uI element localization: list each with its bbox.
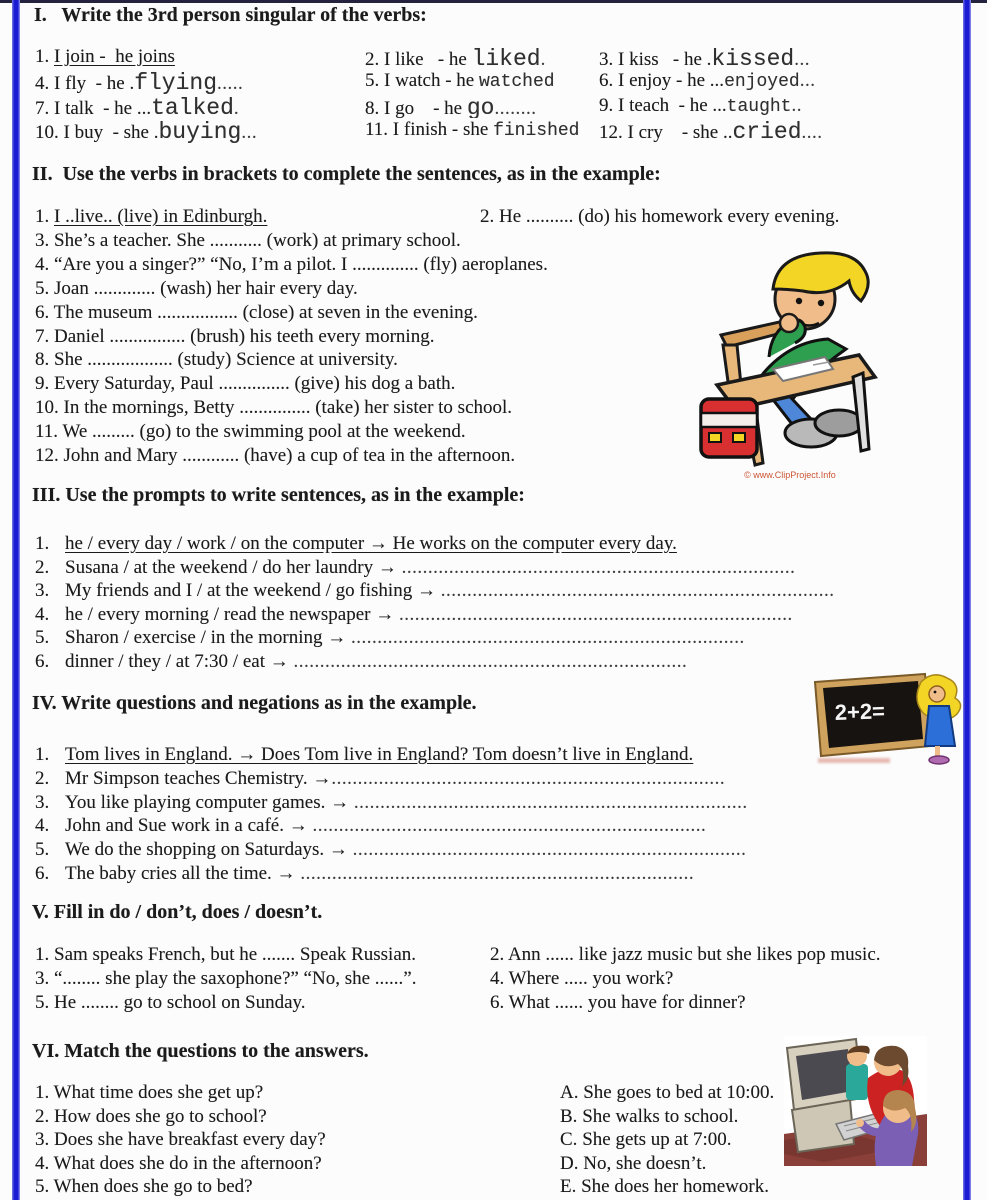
text-run: I cry - she .. xyxy=(627,122,733,143)
worksheet-line xyxy=(35,1129,560,1153)
worksheet-line xyxy=(35,744,883,768)
item-number: 6. xyxy=(35,862,54,884)
dotted-blank: . xyxy=(540,49,546,70)
section-6-title: VI. Match the questions to the answers. xyxy=(32,1040,369,1062)
worksheet-line xyxy=(35,302,735,326)
page-border-right xyxy=(963,0,971,1200)
text-run: We do the shopping on Saturdays. → xyxy=(65,839,353,861)
item-number: 4. xyxy=(35,253,54,275)
item-number: 1. xyxy=(35,744,54,765)
filled-answer: flying xyxy=(134,70,218,94)
filled-answer: liked xyxy=(471,46,541,70)
text-run: Joan ............. (wash) her hair every day. xyxy=(54,277,358,299)
item-number: 3. xyxy=(35,791,54,813)
item-number: 3. xyxy=(35,580,54,601)
item-number: 9. xyxy=(599,94,618,116)
text-run: I watch - he xyxy=(384,70,479,92)
item-number: 3. xyxy=(599,49,618,70)
item-number: 3. xyxy=(35,230,54,251)
filled-answer: enjoyed xyxy=(724,72,800,93)
worksheet-line xyxy=(490,968,957,992)
clipart-credit-caption: © www.ClipProject.Info xyxy=(744,470,836,480)
worksheet-line xyxy=(480,206,957,230)
item-number: 11. xyxy=(35,421,63,443)
section-4-items xyxy=(35,744,883,887)
example-answer: Tom lives in England. → Does Tom live in England? Tom doesn’t live in England. xyxy=(65,744,694,765)
dotted-blank: ........................................................................... xyxy=(351,627,745,648)
worksheet-line xyxy=(35,1153,560,1177)
worksheet-line xyxy=(35,627,883,651)
filled-answer: go xyxy=(466,94,495,119)
worksheet-line xyxy=(35,421,735,445)
dotted-blank: .... xyxy=(801,122,823,143)
worksheet-line xyxy=(35,1106,560,1130)
item-number: 8. xyxy=(35,349,54,371)
item-number: 1. xyxy=(35,944,54,965)
text-run: Does she have breakfast every day? xyxy=(54,1129,326,1150)
text-run: What time does she get up? xyxy=(53,1082,264,1103)
text-run: John and Sue work in a café. → xyxy=(65,815,313,837)
text-run: Mr Simpson teaches Chemistry. → xyxy=(65,767,332,789)
dotted-blank: ... xyxy=(799,70,816,92)
item-number: 6. xyxy=(35,650,54,672)
worksheet-line xyxy=(35,230,735,254)
dotted-blank: ..... xyxy=(217,73,244,94)
worksheet-line xyxy=(35,792,883,816)
dotted-blank: ........................................................................... xyxy=(293,650,688,672)
filled-answer: watched xyxy=(478,72,555,93)
worksheet-line xyxy=(560,1176,957,1200)
worksheet-line xyxy=(599,46,957,70)
filled-answer: buying xyxy=(158,119,242,143)
text-run: He ........ go to school on Sunday. xyxy=(54,992,306,1014)
worksheet-line xyxy=(35,768,883,792)
worksheet-line xyxy=(35,95,365,119)
section-1-title: I. Write the 3rd person singular of the verbs: xyxy=(34,4,427,26)
item-number: 5. xyxy=(365,70,384,92)
item-number: 2. xyxy=(480,206,499,227)
worksheet-line xyxy=(490,944,957,968)
worksheet-line xyxy=(35,349,735,373)
dotted-blank: ... xyxy=(241,122,258,143)
text-run: The baby cries all the time. → xyxy=(65,862,301,884)
teacher-chalkboard-illustration xyxy=(813,672,963,767)
item-number: 2. xyxy=(35,556,54,578)
dotted-blank: ... xyxy=(794,49,810,70)
section-3-items xyxy=(35,533,883,674)
watermark-smudge xyxy=(818,758,890,763)
worksheet-line xyxy=(35,119,365,143)
text-run: Daniel ................ (brush) his teeth every morning. xyxy=(54,325,435,347)
text-run: I buy - she . xyxy=(63,122,159,143)
dotted-blank: ........................................................................... xyxy=(440,580,835,601)
dotted-blank: . xyxy=(233,97,240,119)
section-1-items xyxy=(35,46,957,144)
item-number: 4. xyxy=(35,603,54,625)
item-number: 4. xyxy=(35,1152,54,1174)
worksheet-line xyxy=(35,70,365,94)
dotted-blank: .. xyxy=(791,94,802,116)
text-run: Sharon / exercise / in the morning → xyxy=(65,627,351,648)
filled-answer: taught xyxy=(726,96,792,117)
worksheet-line xyxy=(490,992,957,1016)
item-number: 12. xyxy=(599,122,628,143)
text-run: She’s a teacher. She ........... (work) at primary school. xyxy=(54,230,461,251)
worksheet-line xyxy=(35,580,883,604)
worksheet-line xyxy=(35,604,883,628)
worksheet-line xyxy=(35,533,883,557)
worksheet-line xyxy=(35,397,735,421)
text-run: You like playing computer games. → xyxy=(65,791,354,813)
item-number: D. xyxy=(560,1152,584,1174)
text-run: She .................. (study) Science at university. xyxy=(54,349,398,371)
item-number: C. xyxy=(560,1129,583,1150)
text-run: Susana / at the weekend / do her laundry → xyxy=(65,556,402,578)
text-run: I enjoy - he ... xyxy=(618,70,725,92)
section-5-title: V. Fill in do / don’t, does / doesn’t. xyxy=(32,901,323,923)
text-run: The museum ................. (close) at seven in the evening. xyxy=(53,301,478,323)
text-run: In the mornings, Betty ............... (take) her sister to school. xyxy=(63,397,513,419)
worksheet-line xyxy=(365,46,599,70)
item-number: 12. xyxy=(35,445,64,467)
example-answer: I ..live.. (live) in Edinburgh. xyxy=(54,206,268,227)
dotted-blank: ........................................................................... xyxy=(331,767,726,789)
text-run: What ...... you have for dinner? xyxy=(508,992,746,1014)
item-number: 1. xyxy=(35,206,54,227)
item-number: 6. xyxy=(35,301,54,323)
worksheet-line xyxy=(35,992,490,1016)
section-4-title: IV. Write questions and negations as in the example. xyxy=(32,692,477,714)
worksheet-line xyxy=(35,863,883,887)
worksheet-line xyxy=(35,46,365,70)
text-run: Every Saturday, Paul ............... (give) his dog a bath. xyxy=(54,373,456,395)
filled-answer: finished xyxy=(493,121,580,142)
dotted-blank: ........................................................................... xyxy=(401,556,796,578)
text-run: When does she go to bed? xyxy=(53,1176,253,1197)
example-answer: he / every day / work / on the computer → He works on the computer every day. xyxy=(65,533,677,554)
item-number: 5. xyxy=(35,627,54,648)
page-border-left xyxy=(12,0,20,1200)
item-number: 1. xyxy=(35,1082,54,1103)
worksheet-line xyxy=(35,278,735,302)
worksheet-line xyxy=(35,254,735,278)
item-number: 1. xyxy=(35,46,54,67)
item-number: 2. xyxy=(35,767,54,789)
item-number: 1. xyxy=(35,533,54,554)
section-2-items xyxy=(35,230,735,469)
worksheet-line xyxy=(365,119,599,143)
worksheet-line xyxy=(35,944,490,968)
worksheet-line xyxy=(599,119,957,143)
worksheet-line xyxy=(35,1082,560,1106)
item-number: 6. xyxy=(490,992,509,1014)
worksheet-line xyxy=(35,968,490,992)
dotted-blank: ........................................................................... xyxy=(398,603,793,625)
text-run: I talk - he ... xyxy=(54,97,152,119)
item-number: 6. xyxy=(599,70,618,92)
text-run: I go - he xyxy=(384,97,467,119)
text-run: Where ..... you work? xyxy=(508,968,674,990)
text-run: How does she go to school? xyxy=(54,1105,267,1127)
text-run: Sam speaks French, but he ....... Speak Russian. xyxy=(54,944,417,965)
dotted-blank: ........................................................................... xyxy=(352,839,747,861)
worksheet-line xyxy=(35,815,883,839)
item-number: 2. xyxy=(35,1105,54,1127)
chalkboard-equation: 2+2= xyxy=(834,698,886,725)
item-number: 5. xyxy=(35,992,54,1014)
dotted-blank: ........................................................................... xyxy=(300,862,695,884)
item-number: 2. xyxy=(490,944,508,965)
worksheet-line xyxy=(599,95,957,119)
section-5-items xyxy=(35,944,957,1017)
dotted-blank: ........................................................................... xyxy=(312,815,707,837)
text-run: he / every morning / read the newspaper → xyxy=(65,603,399,625)
section-2-example-row xyxy=(35,206,957,230)
example-answer: I join - he joins xyxy=(54,46,175,67)
filled-answer: talked xyxy=(151,94,234,119)
item-number: 7. xyxy=(35,325,54,347)
item-number: 10. xyxy=(35,397,64,419)
item-number: 10. xyxy=(35,122,64,143)
worksheet-line xyxy=(35,373,735,397)
filled-answer: kissed xyxy=(711,46,795,70)
boy-at-desk-illustration xyxy=(693,237,881,469)
section-3-title: III. Use the prompts to write sentences, as in the example: xyxy=(32,484,525,506)
item-number: 11. xyxy=(365,119,393,141)
item-number: 2. xyxy=(365,49,384,70)
text-run: I finish - she xyxy=(392,119,494,141)
text-run: dinner / they / at 7:30 / eat → xyxy=(65,650,294,672)
text-run: I kiss - he . xyxy=(618,49,712,70)
text-run: She does her homework. xyxy=(581,1176,769,1197)
text-run: No, she doesn’t. xyxy=(583,1152,707,1174)
text-run: John and Mary ............ (have) a cup of tea in the afternoon. xyxy=(63,445,516,467)
worksheet-line xyxy=(35,839,883,863)
worksheet-line xyxy=(599,70,957,94)
worksheet-line xyxy=(365,95,599,119)
item-number: 5. xyxy=(35,1176,54,1197)
item-number: 5. xyxy=(35,839,54,861)
filled-answer: cried xyxy=(732,119,802,143)
text-run: Ann ...... like jazz music but she likes pop music. xyxy=(507,944,881,965)
worksheet-line xyxy=(35,206,480,230)
item-number: B. xyxy=(560,1105,583,1127)
item-number: 3. xyxy=(35,1129,54,1150)
text-run: “Are you a singer?” “No, I’m a pilot. I .............. (fly) aeroplanes. xyxy=(54,253,548,275)
family-computer-illustration xyxy=(784,1036,927,1166)
item-number: 4. xyxy=(490,968,509,990)
text-run: My friends and I / at the weekend / go fishing → xyxy=(65,580,441,601)
text-run: What does she do in the afternoon? xyxy=(53,1152,322,1174)
text-run: She goes to bed at 10:00. xyxy=(583,1082,775,1103)
text-run: She gets up at 7:00. xyxy=(582,1129,732,1150)
worksheet-line xyxy=(35,651,883,675)
text-run: She walks to school. xyxy=(582,1105,739,1127)
page-top-edge xyxy=(0,0,987,3)
item-number: 4. xyxy=(35,73,54,94)
item-number: A. xyxy=(560,1082,584,1103)
worksheet-line xyxy=(35,1176,560,1200)
worksheet-line xyxy=(365,70,599,94)
worksheet-line xyxy=(35,326,735,350)
item-number: 5. xyxy=(35,277,54,299)
item-number: 7. xyxy=(35,97,54,119)
text-run: I like - he xyxy=(384,49,472,70)
item-number: 3. xyxy=(35,968,54,990)
item-number: 9. xyxy=(35,373,54,395)
text-run: “........ she play the saxophone?” “No, she ......”. xyxy=(54,968,417,990)
dotted-blank: ........ xyxy=(494,97,537,119)
worksheet-line xyxy=(35,445,735,469)
text-run: We ......... (go) to the swimming pool at the weekend. xyxy=(62,421,466,443)
text-run: He .......... (do) his homework every evening. xyxy=(499,206,840,227)
worksheet-line xyxy=(35,557,883,581)
section-2-title: II. Use the verbs in brackets to complete the sentences, as in the example: xyxy=(32,163,661,185)
item-number: 8. xyxy=(365,97,384,119)
item-number: E. xyxy=(560,1176,582,1197)
text-run: I fly - he . xyxy=(54,73,135,94)
dotted-blank: ........................................................................... xyxy=(353,791,748,813)
item-number: 4. xyxy=(35,815,54,837)
text-run: I teach - he ... xyxy=(618,94,727,116)
